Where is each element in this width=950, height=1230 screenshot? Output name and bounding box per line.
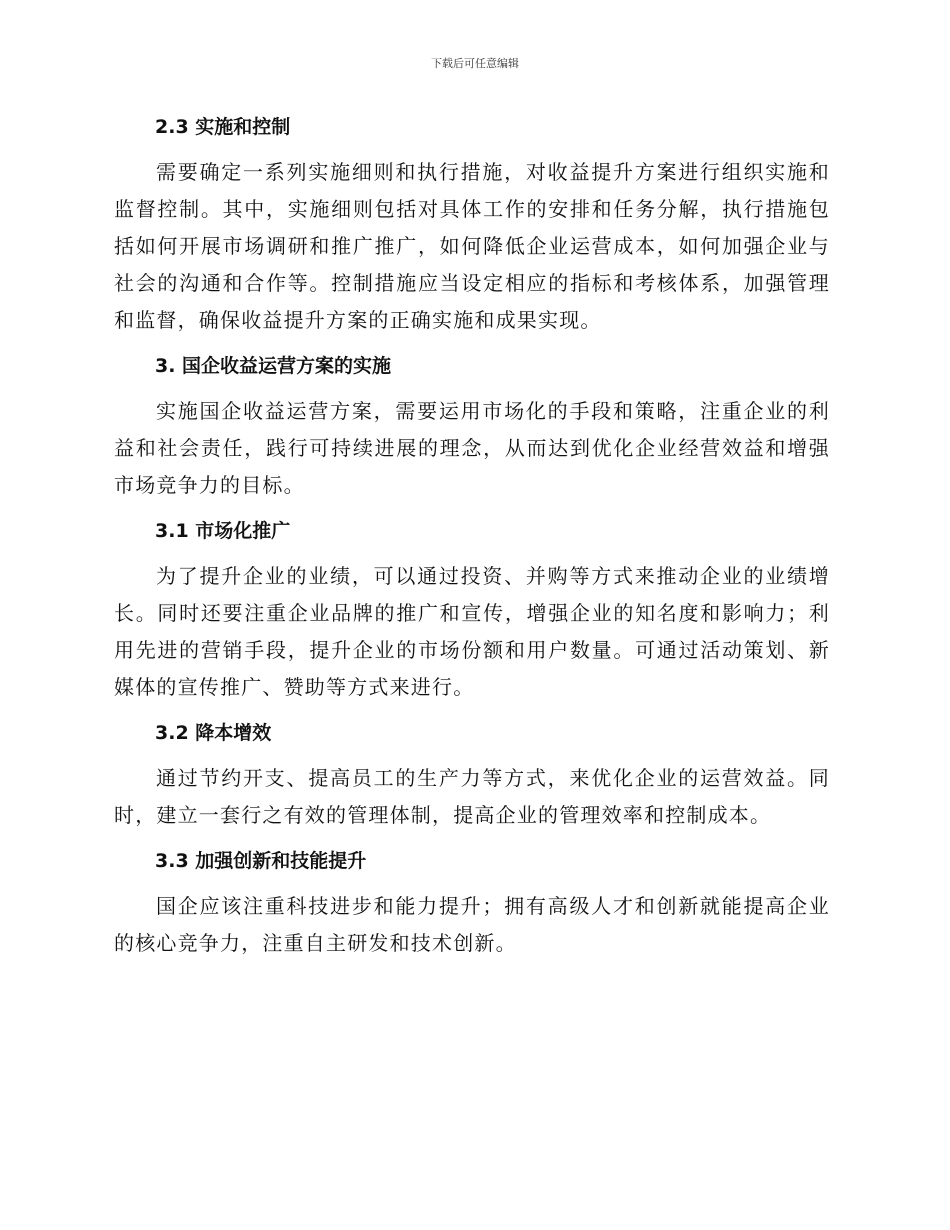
running-header: 下载后可任意编辑 bbox=[431, 57, 519, 70]
section-paragraph-3: 实施国企收益运营方案，需要运用市场化的手段和策略，注重企业的利益和社会责任，践行可持续进展的理念，从而达到优化企业经营效益和增强市场竞争力的目标。 bbox=[114, 399, 830, 497]
section-paragraph-3-3: 国企应该注重科技进步和能力提升；拥有高级人才和创新就能提高企业的核心竞争力，注重自主研发和技术创新。 bbox=[114, 894, 830, 955]
section-heading-3-1: 3.1 市场化推广 bbox=[155, 520, 291, 542]
section-paragraph-3-2: 通过节约开支、提高员工的生产力等方式，来优化企业的运营效益。同时，建立一套行之有效的管理体制，提高企业的管理效率和控制成本。 bbox=[114, 766, 830, 827]
section-paragraph-2-3: 需要确定一系列实施细则和执行措施，对收益提升方案进行组织实施和监督控制。其中，实施细则包括对具体工作的安排和任务分解，执行措施包括如何开展市场调研和推广推广，如何降低企业运营成本，如何加强企业与社会的沟通和合作等。控制措施应当设定相应的指标和考核体系，加强管理和监督，确保收益提升方案的正确实施和成果实现。 bbox=[114, 160, 830, 332]
document-body bbox=[114, 108, 830, 970]
section-paragraph-3-1: 为了提升企业的业绩，可以通过投资、并购等方式来推动企业的业绩增长。同时还要注重企业品牌的推广和宣传，增强企业的知名度和影响力；利用先进的营销手段，提升企业的市场份额和用户数量。可通过活动策划、新媒体的宣传推广、赞助等方式来进行。 bbox=[114, 564, 830, 699]
section-heading-3-2: 3.2 降本增效 bbox=[155, 722, 272, 744]
section-heading-3: 3. 国企收益运营方案的实施 bbox=[155, 355, 392, 377]
section-heading-3-3: 3.3 加强创新和技能提升 bbox=[155, 850, 367, 872]
section-heading-2-3: 2.3 实施和控制 bbox=[155, 116, 291, 138]
